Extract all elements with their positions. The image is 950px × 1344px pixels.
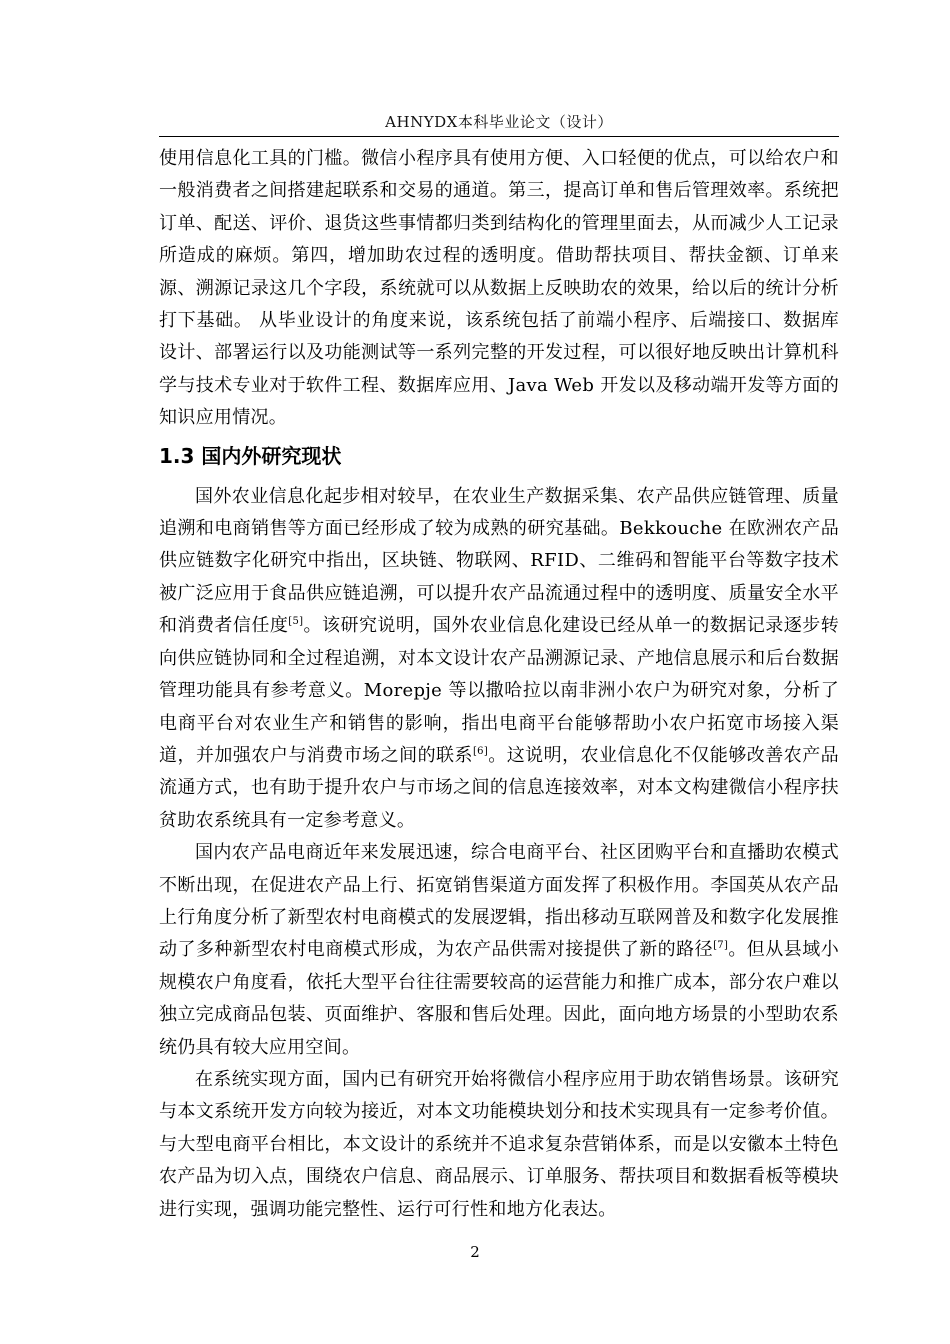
paragraph-text: 。这说明，农业信息化不仅能够改善农产品流通方式，也有助于提升农户与市场之间的信息连接效率，对本文构建微信小程序扶贫助农系统具有一定参考意义。 [159, 744, 839, 831]
citation: [6] [472, 745, 489, 757]
header-rule [159, 136, 839, 137]
section-heading: 1.3 国内外研究现状 [159, 443, 342, 468]
paragraph-text: 。该研究说明，国外农业信息化建设已经从单一的数据记录逐步转向供应链协同和全过程追溯，对本文设计农产品溯源记录、产地信息展示和后台数据管理功能具有参考意义。Morepje 等以撒哈拉以南非洲小农户为研究对象，分析了电商平台对农业生产和销售的影响，指出电商平台能够帮助小农户拓宽市场接入渠道，并加强农户与消费市场之间的联系 [159, 615, 839, 766]
paragraph-text: 国外农业信息化起步相对较早，在农业生产数据采集、农产品供应链管理、质量追溯和电商销售等方面已经形成了较为成熟的研究基础。Bekkouche 在欧洲农产品供应链数字化研究中指出，区块链、物联网、RFID、二维码和智能平台等数字技术被广泛应用于食品供应链追溯，可以提升农产品流通过程中的透明度、质量安全水平和消费者信任度 [159, 485, 839, 637]
paragraph-text: 。但从县域小规模农户角度看，依托大型平台往往需要较高的运营能力和推广成本，部分农户难以独立完成商品包装、页面维护、客服和售后处理。因此，面向地方场景的小型助农系统仍具有较大应用空间。 [159, 939, 839, 1058]
citation: [5] [288, 616, 304, 628]
research-paragraph-implementation: 在系统实现方面，国内已有研究开始将微信小程序应用于助农销售场景。该研究与本文系统开发方向较为接近，对本文功能模块划分和技术实现具有一定参考价值。与大型电商平台相比，本文设计的系统并不追求复杂营销体系，而是以安徽本土特色农产品为切入点，围绕农户信息、商品展示、订单服务、帮扶项目和数据看板等模块进行实现，强调功能完整性、运行可行性和地方化表达。 [159, 1068, 839, 1220]
intro-paragraph: 使用信息化工具的门槛。微信小程序具有使用方便、入口轻便的优点，可以给农户和一般消费者之间搭建起联系和交易的通道。第三，提高订单和售后管理效率。系统把订单、配送、评价、退货这些事情都归类到结构化的管理里面去，从而减少人工记录所造成的麻烦。第四，增加助农过程的透明度。借助帮扶项目、帮扶金额、订单来源、溯源记录这几个字段，系统就可以从数据上反映助农的效果，给以后的统计分析打下基础。 从毕业设计的角度来说，该系统包括了前端小程序、后端接口、数据库设计、部署运行以及功能测试等一系列完整的开发过程，可以很好地反映出计算机科学与技术专业对于软件工程、数据库应用、Java Web 开发以及移动端开发等方面的知识应用情况。 [159, 148, 839, 429]
running-header: AHNYDX本科毕业论文（设计） [385, 113, 613, 131]
paragraph-text: 国内农产品电商近年来发展迅速，综合电商平台、社区团购平台和直播助农模式不断出现，在促进农产品上行、拓宽销售渠道方面发挥了积极作用。李国英从农产品上行角度分析了新型农村电商模式的发展逻辑，指出移动互联网普及和数字化发展推动了多种新型农村电商模式形成，为农产品供需对接提供了新的路径 [159, 842, 839, 961]
page-number: 2 [470, 1243, 480, 1261]
research-paragraph-domestic [159, 837, 839, 1064]
page-body [159, 143, 839, 1226]
research-paragraph-foreign [159, 481, 839, 837]
citation: [7] [713, 940, 729, 952]
